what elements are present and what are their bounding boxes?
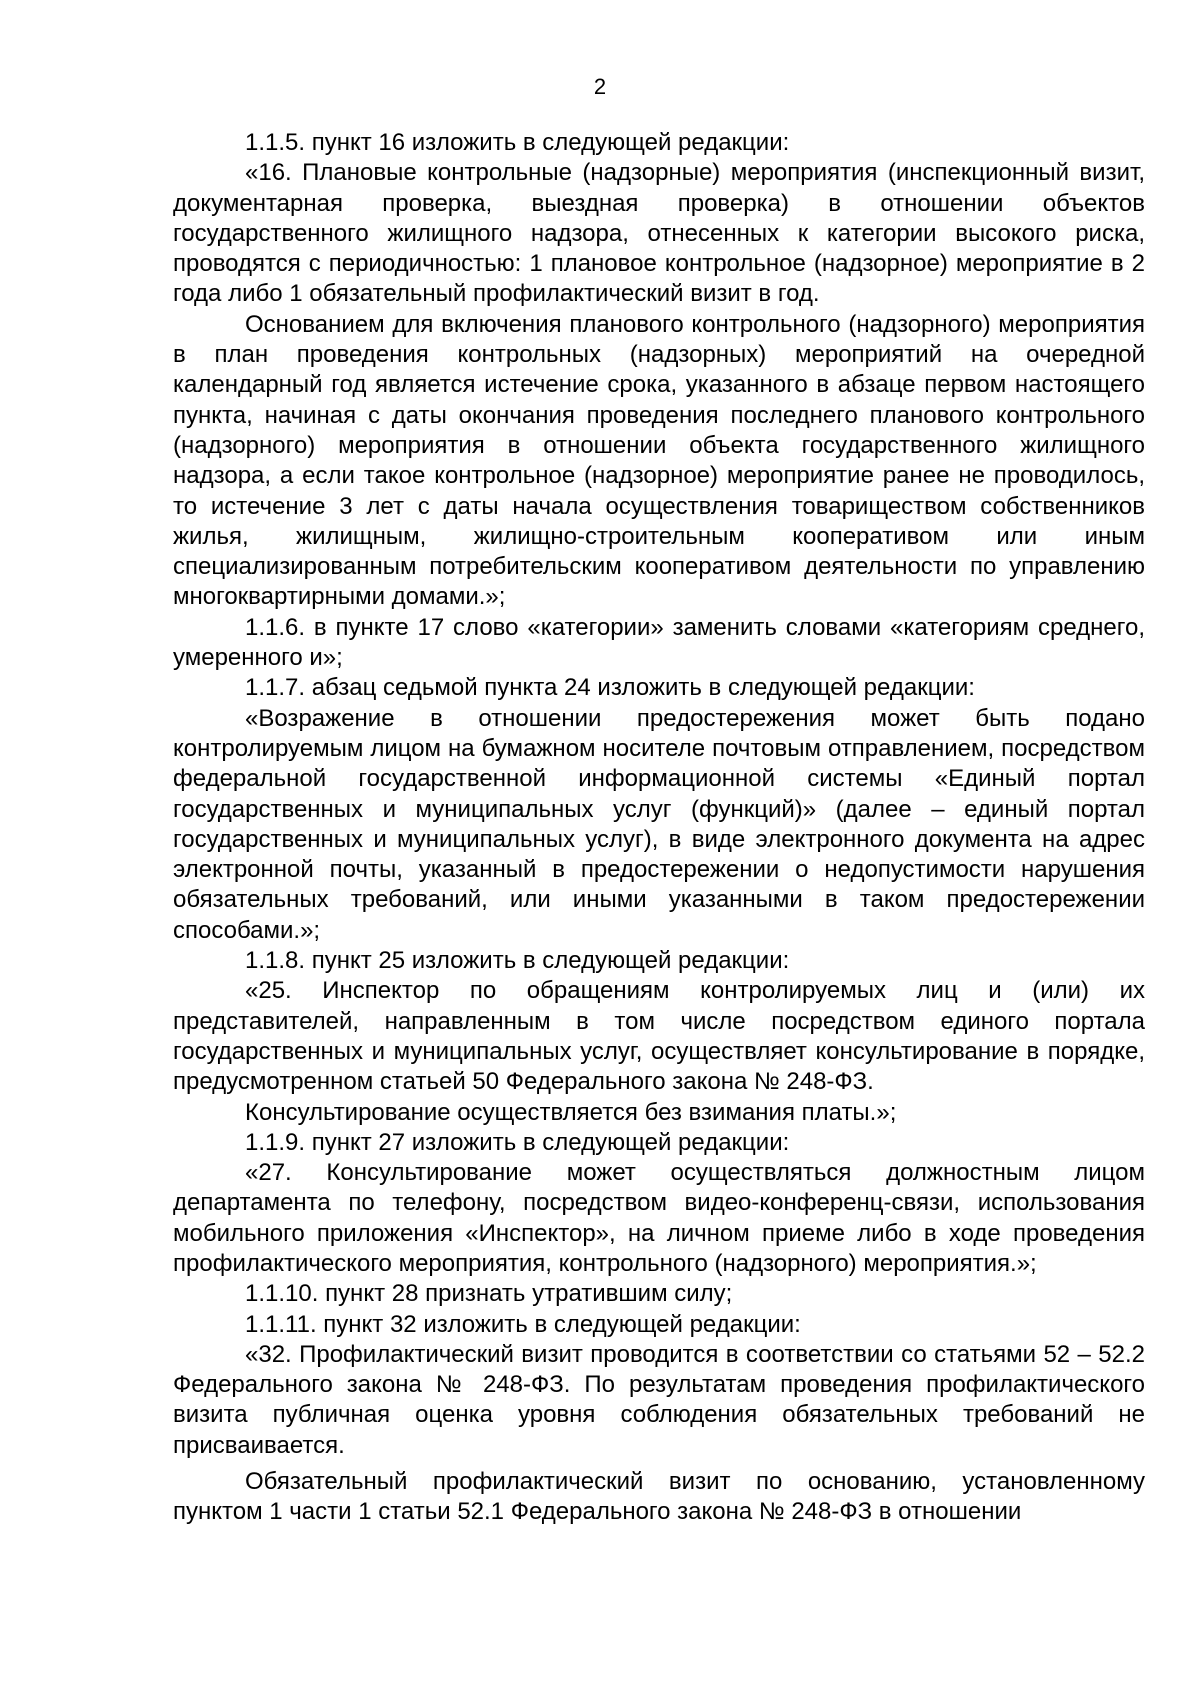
paragraph-1-1-7: 1.1.7. абзац седьмой пункта 24 изложить в следующей редакции: (245, 674, 975, 702)
paragraph-1-1-11: 1.1.11. пункт 32 изложить в следующей редакции: (245, 1310, 801, 1338)
paragraph-1-1-8: 1.1.8. пункт 25 изложить в следующей редакции: (245, 947, 790, 975)
paragraph-item-25: «25. Инспектор по обращениям контролируемых лиц и (или) их представителей, направленным в том числе посредством единого портала государственных и муниципальных услуг, осуществляет консультирование в порядке, предусмотренном статьей 50 Федерального закона № 248-ФЗ. (173, 977, 1145, 1096)
paragraph-1-1-5: 1.1.5. пункт 16 изложить в следующей редакции: (245, 129, 790, 156)
paragraph-basis: Основанием для включения планового контрольного (надзорного) мероприятия в план проведения контрольных (надзорных) мероприятий на очередной календарный год является истечение срока, указанного в абзаце первом настоящего пункта, начиная с даты окончания проведения последнего планового контрольного (надзорного) мероприятия в отношении объекта государственного жилищного надзора, а если такое контрольное (надзорное) мероприятие ранее не проводилось, то истечение 3 лет с даты начала осуществления товариществом собственников жилья, жилищным, жилищно-строительным кооперативом или иным специализированным потребительским кооперативом деятельности по управлению многоквартирными домами.»; (173, 310, 1145, 611)
page-number: 2 (593, 74, 607, 99)
paragraph-1-1-6: 1.1.6. в пункте 17 слово «категории» заменить словами «категориям среднего, умеренного и»; (173, 613, 1145, 672)
paragraph-1-1-10: 1.1.10. пункт 28 признать утратившим силу; (245, 1280, 733, 1308)
paragraph-item-27: «27. Консультирование может осуществляться должностным лицом департамента по телефону, посредством видео-конференц-связи, использования мобильного приложения «Инспектор», на личном приеме либо в ходе проведения профилактического мероприятия, контрольного (надзорного) мероприятия.»; (173, 1159, 1145, 1277)
paragraph-consulting-free: Консультирование осуществляется без взимания платы.»; (245, 1098, 897, 1126)
paragraph-item-16: «16. Плановые контрольные (надзорные) мероприятия (инспекционный визит, документарная проверка, выездная проверка) в отношении объектов государственного жилищного надзора, отнесенных к категории высокого риска, проводятся с периодичностью: 1 плановое контрольное (надзорное) мероприятие в 2 года либо 1 обязательный профилактический визит в год. (173, 159, 1145, 308)
paragraph-mandatory-visit: Обязательный профилактический визит по основанию, установленному пунктом 1 части 1 статьи 52.1 Федерального закона № 248-ФЗ в отношении (173, 1468, 1145, 1526)
paragraph-1-1-9: 1.1.9. пункт 27 изложить в следующей редакции: (245, 1128, 790, 1156)
paragraph-item-32: «32. Профилактический визит проводится в соответствии со статьями 52 – 52.2 Федерального закона № 248-ФЗ. По результатам проведения профилактического визита публичная оценка уровня соблюдения обязательных требований не присваивается. (173, 1340, 1145, 1459)
document-body (173, 128, 1145, 1528)
paragraph-objection: «Возражение в отношении предостережения может быть подано контролируемым лицом на бумажном носителе почтовым отправлением, посредством федеральной государственной информационной системы «Единый портал государственных и муниципальных услуг (функций)» (далее – единый портал государственных и муниципальных услуг), в виде электронного документа на адрес электронной почты, указанный в предостережении о недопустимости нарушения обязательных требований, или иными указанными в таком предостережении способами.»; (173, 704, 1145, 944)
